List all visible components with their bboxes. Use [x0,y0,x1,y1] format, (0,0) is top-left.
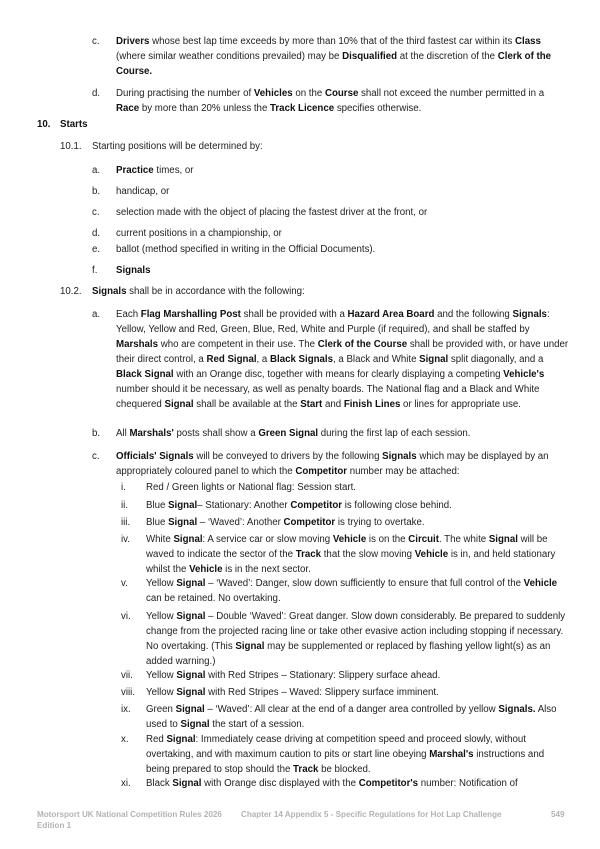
clause-intro: Signals shall be in accordance with the following: [92,286,305,297]
item-text: ballot (method specified in writing in the Official Documents). [116,244,376,255]
footer-left [37,809,237,831]
item-text: Drivers whose best lap time exceeds by more than 10% that of the third fastest car within its Class (where similar weather conditions prevailed) may be Disqualified at the discretion of the Clerk of the Course. [116,36,552,77]
item-label: c. [92,207,100,218]
item-text: Green Signal – ‘Waved’: All clear at the end of a danger area controlled by yellow Signals. Also used to Signal the start of a session. [146,704,557,730]
item-label: xi. [121,778,131,789]
item-text: Signals [116,265,151,276]
item-label: e. [92,244,101,255]
item-text: Yellow Signal – Double ‘Waved’: Great danger. Slow down considerably. Be prepared to suddenly change from the projected racing line or take other evasive action including stopping if necessary. No overtaking. (This Signal may be supplemented or replaced by flashing yellow light(s) as an added warning.) [146,611,566,667]
item-text: Blue Signal– Stationary: Another Competitor is following close behind. [146,500,452,511]
item-label: d. [92,228,101,239]
item-text: All Marshals' posts shall show a Green Signal during the first lap of each session. [116,428,471,439]
item-label: ii. [121,500,128,511]
item-label: i. [121,482,126,493]
item-label: vii. [121,670,133,681]
item-text: Blue Signal – ‘Waved’: Another Competitor is trying to overtake. [146,517,425,528]
item-label: x. [121,734,129,745]
item-label: f. [92,265,98,276]
section-number: 10. [37,119,51,130]
item-text: Yellow Signal with Red Stripes – Stationary: Slippery surface ahead. [146,670,441,681]
item-label: b. [92,428,101,439]
item-text: selection made with the object of placing the fastest driver at the front, or [116,207,428,218]
item-label: b. [92,186,101,197]
section-title: Starts [60,119,88,130]
item-label: vi. [121,611,131,622]
clause-intro: Starting positions will be determined by: [92,141,263,152]
item-label: c. [92,36,100,47]
clause-number: 10.2. [60,286,82,297]
item-label: iii. [121,517,131,528]
item-label: c. [92,451,100,462]
item-text: White Signal: A service car or slow moving Vehicle is on the Circuit. The white Signal will be waved to indicate the sector of the Track that the slow moving Vehicle is in, and held stationary whilst the Vehicle is in the next sector. [146,534,556,575]
item-text: current positions in a championship, or [116,228,282,239]
item-text: Each Flag Marshalling Post shall be provided with a Hazard Area Board and the following Signals: Yellow, Yellow and Red, Green, Blue, Red, White and Purple (if required), and shall be staffed by Marshals who are competent in their use. The Clerk of the Course shall be provided with, or have under their direct control, a Red Signal, a Black Signals, a Black and White Signal split diagonally, and a Black Signal with an Orange disc, together with means for clearly displaying a competing Vehicle's number should it be necessary, as well as penalty boards. The National flag and a Black and White chequered Signal shall be available at the Start and Finish Lines or lines for appropriate use. [116,309,569,410]
clause-number: 10.1. [60,141,82,152]
item-text: During practising the number of Vehicles on the Course shall not exceed the number permitted in a Race by more than 20% unless the Track Licence specifies otherwise. [116,88,545,114]
item-text: Yellow Signal with Red Stripes – Waved: Slippery surface imminent. [146,687,439,698]
footer-chapter: Chapter 14 Appendix 5 - Specific Regulations for Hot Lap Challenge [241,810,502,819]
item-text: Practice times, or [116,165,194,176]
item-text: Red Signal: Immediately cease driving at competition speed and proceed slowly, without overtaking, and with maximum caution to pits or start line obeying Marshal's instructions and being prepared to stop should the Track be blocked. [146,734,545,775]
item-label: ix. [121,704,131,715]
item-label: iv. [121,534,130,545]
item-label: viii. [121,687,135,698]
item-label: a. [92,309,101,320]
item-text: Yellow Signal – ‘Waved’: Danger, slow down sufficiently to ensure that full control of the Vehicle can be retained. No overtaking. [146,578,558,604]
item-text: handicap, or [116,186,170,197]
item-label: d. [92,88,101,99]
item-label: a. [92,165,101,176]
item-text: Officials' Signals will be conveyed to drivers by the following Signals which may be displayed by an appropriately coloured panel to which the Competitor number may be attached: [116,451,549,477]
footer-edition: Edition 1 [37,821,72,830]
page-number: 549 [551,810,565,819]
item-text: Red / Green lights or National flag: Session start. [146,482,356,493]
item-label: v. [121,578,128,589]
item-text: Black Signal with Orange disc displayed with the Competitor's number: Notification of [146,778,518,789]
footer-publication: Motorsport UK National Competition Rules 2026 [37,810,222,819]
